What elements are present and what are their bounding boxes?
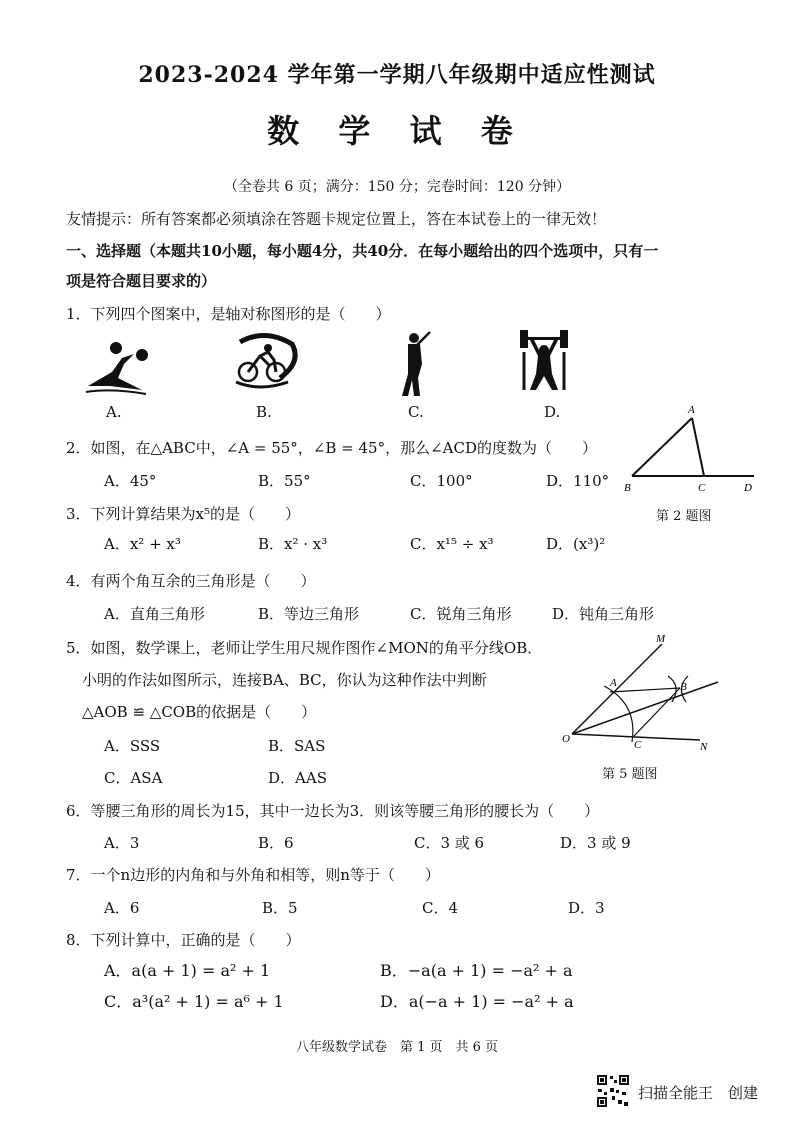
q6-stem: 6．等腰三角形的周长为15，其中一边长为3．则该等腰三角形的腰长为（ ） xyxy=(66,802,600,820)
q8-option-d: D．a(−a + 1) = −a² + a xyxy=(380,992,574,1011)
q2-option-a: A．45° xyxy=(104,472,157,490)
q7-option-a: A．6 xyxy=(104,899,140,917)
q7-option-b: B．5 xyxy=(262,899,298,917)
section1-line1: 一、选择题（本题共10小题，每小题4分，共40分．在每小题给出的四个选项中，只有一 xyxy=(66,242,659,260)
scanner-watermark: 扫描全能王 创建 xyxy=(638,1084,759,1102)
q1-stem: 1．下列四个图案中，是轴对称图形的是（ ） xyxy=(66,305,391,323)
exam-subtitle: 数 学 试 卷 xyxy=(267,112,527,150)
q5-label-a: A xyxy=(610,677,617,689)
q1-option-d: D. xyxy=(544,403,561,421)
q5-label-n: N xyxy=(700,741,708,753)
q6-option-a: A．3 xyxy=(104,834,140,852)
q4-option-a: A．直角三角形 xyxy=(104,605,205,623)
q5-label-c: C xyxy=(634,739,642,751)
q2-caption: 第 2 题图 xyxy=(656,509,712,524)
q6-option-c: C．3 或 6 xyxy=(414,834,485,852)
q2-label-c: C xyxy=(698,482,706,494)
q1-option-b: B. xyxy=(256,403,272,421)
q5-label-b: B xyxy=(680,681,687,693)
q7-stem: 7．一个n边形的内角和与外角和相等，则n等于（ ） xyxy=(66,866,440,884)
q5-option-c: C．ASA xyxy=(104,769,163,787)
page-footer: 八年级数学试卷 第 1 页 共 6 页 xyxy=(295,1040,499,1055)
q7-option-d: D．3 xyxy=(568,899,605,917)
q2-option-b: B．55° xyxy=(258,472,311,490)
q8-option-c: C．a³(a² + 1) = a⁶ + 1 xyxy=(104,992,284,1011)
qr-code-icon xyxy=(596,1074,630,1108)
q5-line1: 5．如图，数学课上，老师让学生用尺规作图作∠MON的角平分线OB． xyxy=(66,639,543,657)
exam-title: 2023-2024 学年第一学期八年级期中适应性测试 xyxy=(138,62,656,88)
q2-label-d: D xyxy=(744,482,752,494)
weightlifter-icon xyxy=(518,328,570,394)
q3-option-d: D．(x³)² xyxy=(546,535,606,553)
q5-option-d: D．AAS xyxy=(268,769,327,787)
q5-caption: 第 5 题图 xyxy=(602,767,658,782)
q1-option-c: C. xyxy=(408,403,424,421)
q5-line3: △AOB ≌ △COB的依据是（ ） xyxy=(82,703,317,721)
q6-option-d: D．3 或 9 xyxy=(560,834,631,852)
q3-option-a: A．x² + x³ xyxy=(104,535,181,553)
q5-angle-bisector-figure xyxy=(560,630,730,755)
q4-stem: 4．有两个角互余的三角形是（ ） xyxy=(66,572,316,590)
q3-stem: 3．下列计算结果为x⁵的是（ ） xyxy=(66,505,301,523)
q2-option-d: D．110° xyxy=(546,472,610,490)
q8-option-b: B．−a(a + 1) = −a² + a xyxy=(380,961,573,980)
q2-stem: 2．如图，在△ABC中，∠A = 55°，∠B = 45°，那么∠ACD的度数为（ ） xyxy=(66,439,597,457)
q7-option-c: C．4 xyxy=(422,899,459,917)
q3-option-c: C．x¹⁵ ÷ x³ xyxy=(410,535,494,553)
section1-line2: 项是符合题目要求的） xyxy=(66,272,217,290)
q2-label-b: B xyxy=(624,482,631,494)
q5-label-m: M xyxy=(656,633,666,645)
q3-option-b: B．x² · x³ xyxy=(258,535,328,553)
q8-stem: 8．下列计算中，正确的是（ ） xyxy=(66,931,301,949)
exam-info: （全卷共 6 页；满分：150 分；完卷时间：120 分钟） xyxy=(223,179,571,195)
q6-option-b: B．6 xyxy=(258,834,294,852)
q2-option-c: C．100° xyxy=(410,472,473,490)
q5-label-o: O xyxy=(562,733,570,745)
q1-option-a: A. xyxy=(106,403,122,421)
q4-option-c: C．锐角三角形 xyxy=(410,605,512,623)
q8-option-a: A．a(a + 1) = a² + 1 xyxy=(104,961,271,980)
golfer-icon xyxy=(394,328,434,400)
cyclist-icon xyxy=(230,332,300,392)
q5-line2: 小明的作法如图所示，连接BA、BC，你认为这种作法中判断 xyxy=(82,671,487,689)
q4-option-b: B．等边三角形 xyxy=(258,605,360,623)
q5-option-b: B．SAS xyxy=(268,737,326,755)
q5-option-a: A．SSS xyxy=(104,737,161,755)
q4-option-d: D．钝角三角形 xyxy=(552,605,655,623)
tip-text: 友情提示：所有答案都必须填涂在答题卡规定位置上，答在本试卷上的一律无效！ xyxy=(66,210,607,228)
q2-triangle-figure xyxy=(620,400,760,495)
q2-label-a: A xyxy=(688,404,695,416)
volleyball-player-icon xyxy=(82,328,152,398)
